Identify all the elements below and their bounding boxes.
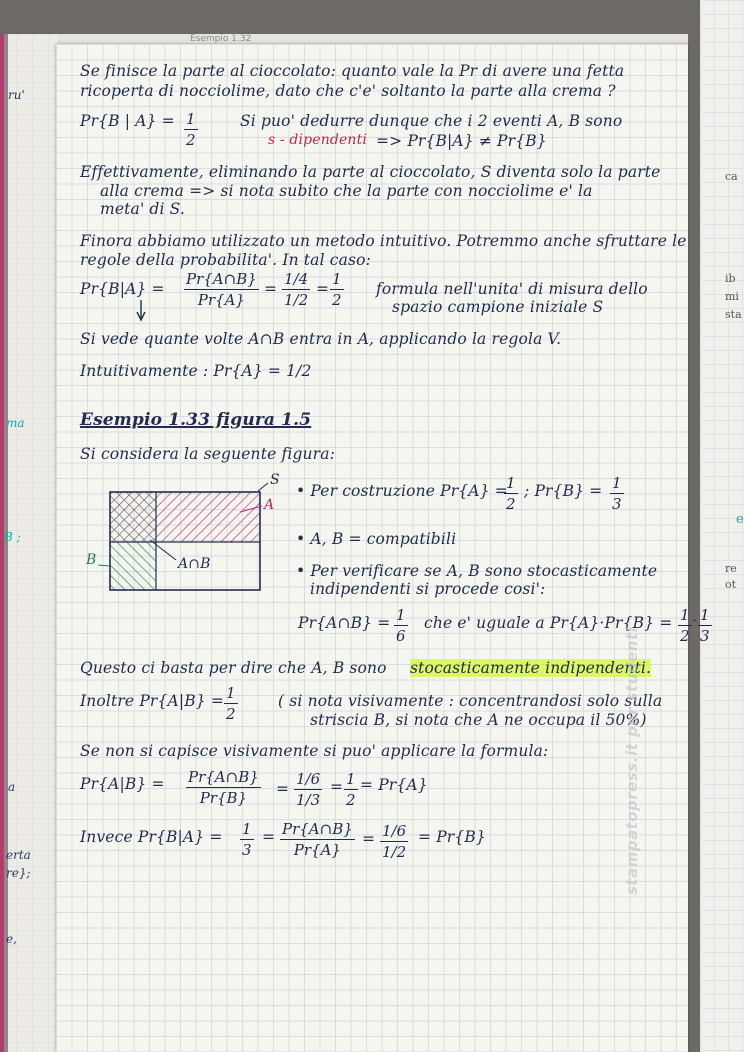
text-line: Questo ci basta per dire che A, B sono: [80, 659, 387, 677]
right-edge-text: re: [725, 562, 737, 575]
formula-text: Inoltre Pr{A|B} =: [80, 692, 224, 710]
bullet-text: ; Pr{B} =: [524, 482, 603, 500]
bullet-text: indipendenti si procede cosi':: [310, 580, 546, 598]
fraction: $\frac{1}{3}$: [700, 606, 710, 645]
fraction: $\frac{1}{2}$: [332, 270, 342, 309]
right-edge-text: sta: [725, 308, 742, 321]
left-edge-text: ru': [8, 88, 25, 102]
formula-text: Invece Pr{B|A} =: [80, 828, 223, 846]
formula-text: Pr{B | A} =: [80, 112, 175, 130]
text-line: Se non si capisce visivamente si puo' applicare la formula:: [80, 742, 549, 760]
text-line: meta' di S.: [100, 200, 185, 218]
right-edge-text: ib: [725, 272, 736, 285]
formula-text: = Pr{B}: [418, 828, 486, 846]
formula-text: Pr{A∩B} =: [298, 614, 391, 632]
fraction: $\frac{Pr\{A\cap B\}}{Pr\{A\}}$: [282, 820, 353, 859]
fraction: $\frac{1}{2}$: [506, 474, 516, 513]
fraction: $\frac{1}{2}$: [346, 770, 356, 809]
fraction: $\frac{1}{3}$: [612, 474, 622, 513]
fraction: $\frac{Pr\{A\cap B\}}{Pr\{B\}}$: [188, 768, 259, 807]
text-line: Effettivamente, eliminando la parte al cioccolato, S diventa solo la parte: [80, 163, 661, 181]
text-line: Si vede quante volte A∩B entra in A, applicando la regola V.: [80, 330, 562, 348]
figure-label-intersection: A∩B: [178, 556, 211, 572]
equals-sign: =: [330, 778, 344, 796]
header-strip-text: Esempio 1.32: [190, 34, 252, 44]
text-line: striscia B, si nota che A ne occupa il 50%): [310, 711, 647, 729]
bullet-text: • A, B = compatibili: [296, 530, 457, 548]
fraction: $\frac{1}{2}$: [186, 110, 196, 149]
text-line: formula nell'unita' di misura dello: [376, 280, 648, 298]
text-line: spazio campione iniziale S: [392, 298, 604, 316]
fraction: $\frac{1/6}{1/2}$: [382, 822, 407, 861]
fraction: $\frac{1}{3}$: [242, 820, 252, 859]
text-line: Si puo' dedurre dunque che i 2 eventi A, B sono: [240, 112, 623, 130]
left-edge-text: re};: [6, 866, 31, 880]
region-b: [110, 492, 156, 590]
fraction: $\frac{1/6}{1/3}$: [296, 770, 321, 809]
fraction: $\frac{1}{2}$: [226, 684, 236, 723]
bullet-text: • Per costruzione Pr{A} =: [296, 482, 508, 500]
left-edge-text: B ;: [4, 530, 21, 544]
highlighted-text: stocasticamente indipendenti.: [410, 659, 652, 677]
section-title: Esempio 1.33 figura 1.5: [80, 410, 312, 430]
text-line: Finora abbiamo utilizzato un metodo intuitivo. Potremmo anche sfruttare le: [80, 232, 687, 250]
fraction: $\frac{1}{2}$: [680, 606, 690, 645]
left-edge-text: a: [8, 780, 16, 794]
watermark: stampatopress.it per studenti: [623, 626, 641, 895]
figure-label-b: B: [86, 552, 97, 568]
formula-text: = Pr{A}: [360, 776, 428, 794]
text-line: ricoperta di nocciolime, dato che c'e' soltanto la parte alla crema ?: [80, 82, 616, 100]
text-line: Se finisce la parte al cioccolato: quanto vale la Pr di avere una fetta: [80, 62, 625, 80]
formula-text: Pr{A|B} =: [80, 775, 165, 793]
right-edge-text: e: [736, 512, 744, 527]
formula-text: Pr{B|A} =: [80, 280, 165, 298]
text-line: Intuitivamente : Pr{A} = 1/2: [80, 362, 312, 380]
text-line: alla crema => si nota subito che la parte con nocciolime e' la: [100, 182, 593, 200]
fraction: $\frac{1/4}{1/2}$: [284, 270, 309, 309]
text-line: ( si nota visivamente : concentrandosi solo sulla: [278, 692, 663, 710]
figure-label-a: A: [264, 497, 275, 513]
multiply-dot: ·: [692, 612, 698, 630]
fraction: $\frac{1}{6}$: [396, 606, 406, 645]
left-edge-text: ma: [6, 416, 25, 430]
right-edge-text: ot: [725, 578, 737, 591]
equals-sign: =: [362, 830, 376, 848]
fraction: $\frac{Pr\{A\cap B\}}{Pr\{A\}}$: [186, 270, 257, 309]
left-edge-text: erta: [6, 848, 31, 862]
right-edge-text: mi: [725, 290, 739, 303]
figure-label-s: S: [270, 472, 280, 488]
equals-sign: =: [316, 280, 330, 298]
left-edge-text: e,: [6, 932, 17, 946]
text-line: Si considera la seguente figura:: [80, 445, 335, 463]
formula-text: => Pr{B|A} ≠ Pr{B}: [376, 132, 547, 150]
bullet-text: • Per verificare se A, B sono stocasticamente: [296, 562, 658, 580]
formula-text: che e' uguale a Pr{A}·Pr{B} =: [424, 614, 673, 632]
equals-sign: =: [264, 280, 278, 298]
red-label: s - dipendenti: [268, 132, 367, 148]
equals-sign: =: [276, 780, 290, 798]
equals-sign: =: [262, 828, 276, 846]
right-edge-text: ca: [725, 170, 738, 183]
text-line: regole della probabilita'. In tal caso:: [80, 251, 371, 269]
